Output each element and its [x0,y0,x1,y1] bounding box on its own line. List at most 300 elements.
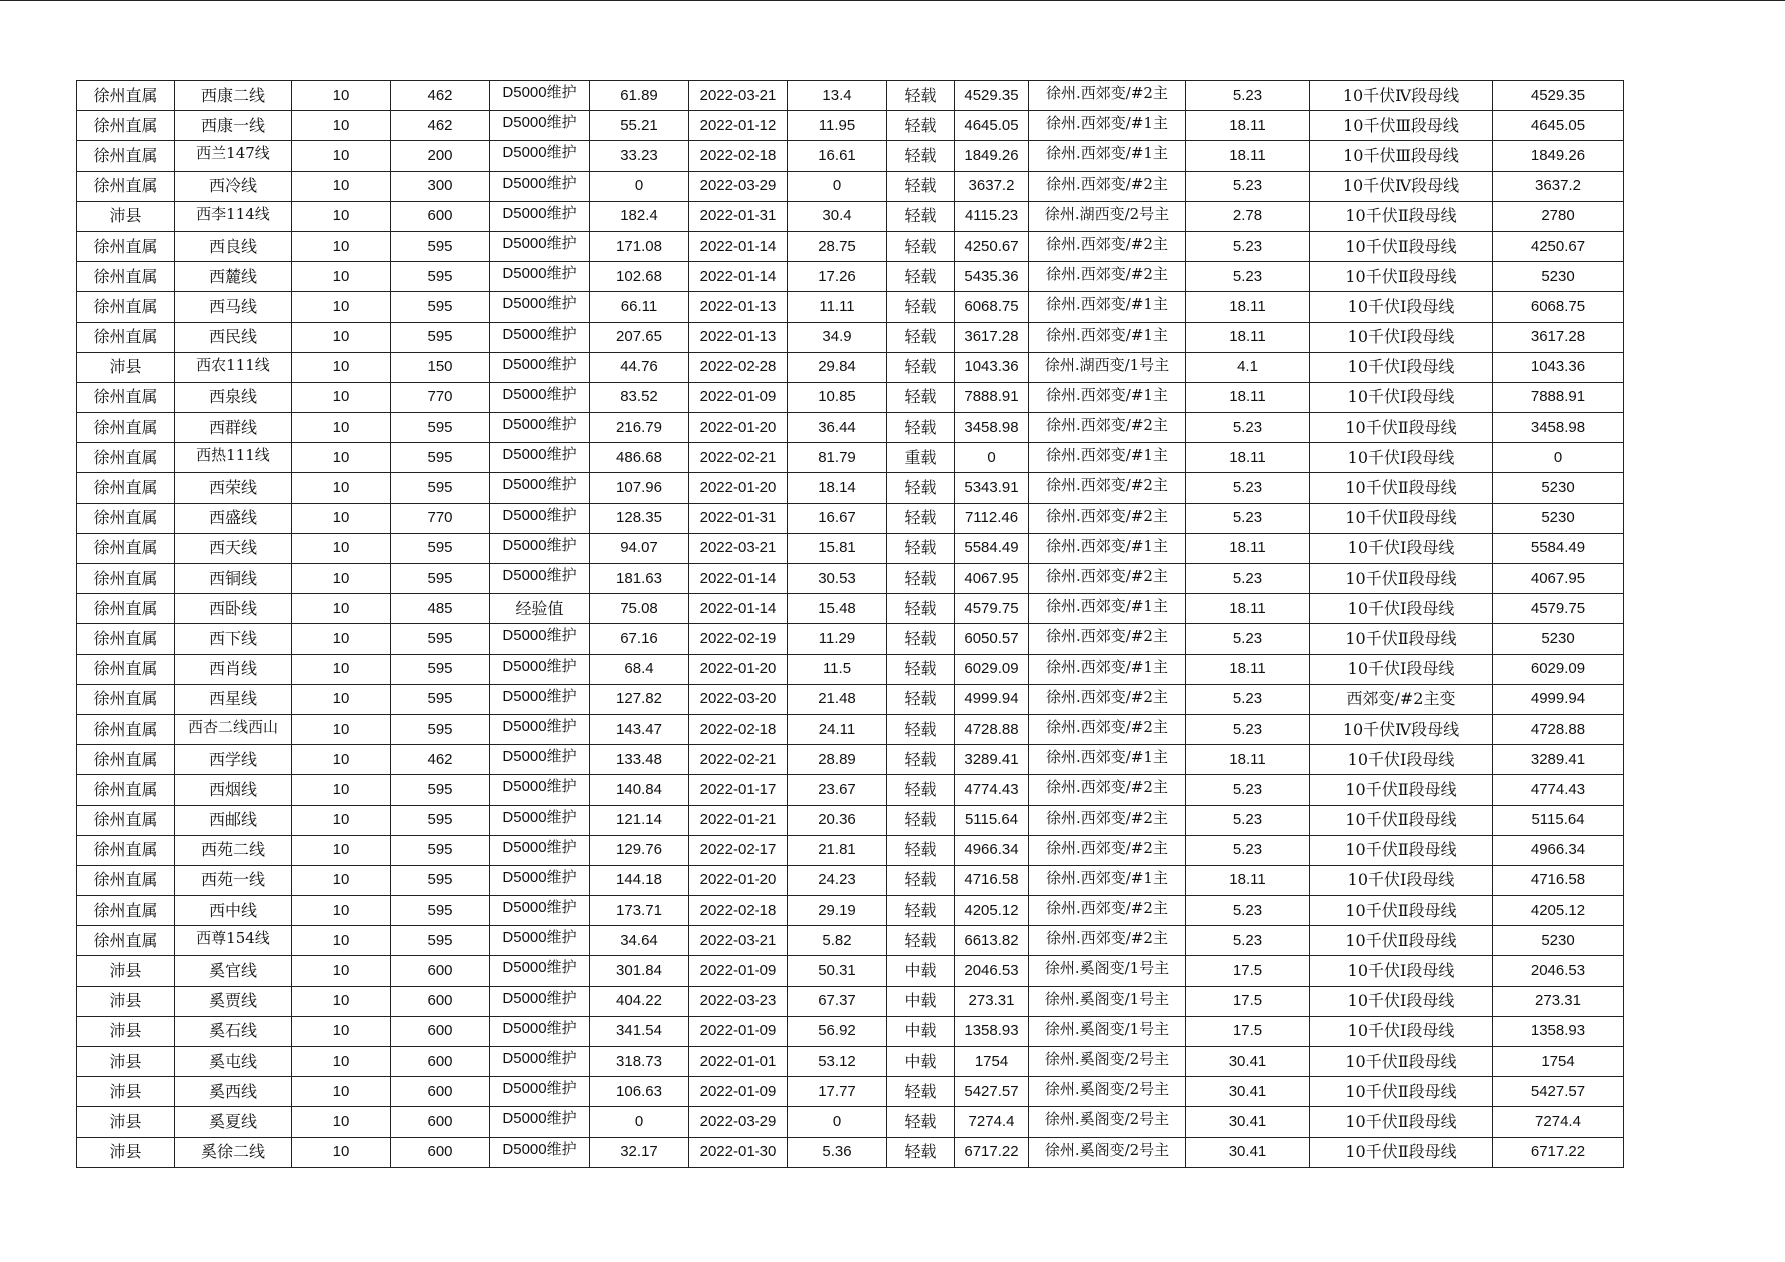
cell-open-capacity: 6029.09 [1493,654,1624,684]
cell-ampacity: 600 [391,1137,490,1167]
cell-main-transformer: 徐州.西郊变/#1主 [1029,654,1186,684]
cell-unit: 徐州直属 [77,443,175,473]
cell-remaining-capacity: 4579.75 [955,594,1029,624]
data-sheet [76,80,1624,1168]
cell-open-capacity: 5115.64 [1493,805,1624,835]
cell-transformer-load-rate: 30.41 [1186,1137,1310,1167]
cell-ampacity-source: D5000维护 [490,413,590,443]
cell-main-transformer: 徐州.奚阁变/2号主 [1029,1137,1186,1167]
table-row [77,413,1624,443]
cell-ampacity: 600 [391,201,490,231]
table-row [77,896,1624,926]
cell-ampacity-source: D5000维护 [490,865,590,895]
cell-remaining-capacity: 6068.75 [955,292,1029,322]
cell-load-rate: 29.19 [788,896,887,926]
cell-ampacity: 600 [391,1016,490,1046]
cell-date: 2022-02-17 [689,835,788,865]
cell-load-status: 轻载 [887,111,955,141]
cell-date: 2022-03-21 [689,81,788,111]
cell-load-rate: 21.81 [788,835,887,865]
cell-main-transformer: 徐州.奚阁变/1号主 [1029,986,1186,1016]
cell-load-rate: 81.79 [788,443,887,473]
cell-unit: 徐州直属 [77,926,175,956]
cell-load-status: 轻载 [887,1077,955,1107]
cell-load-rate: 13.4 [788,81,887,111]
cell-ampacity-source: D5000维护 [490,684,590,714]
cell-open-capacity: 7274.4 [1493,1107,1624,1137]
cell-ampacity-source: D5000维护 [490,1137,590,1167]
cell-load-status: 轻载 [887,81,955,111]
cell-remaining-capacity: 7888.91 [955,382,1029,412]
cell-load-status: 轻载 [887,1107,955,1137]
cell-unit: 沛县 [77,1107,175,1137]
cell-line-name: 西中线 [175,896,292,926]
cell-main-transformer: 徐州.西郊变/#2主 [1029,564,1186,594]
cell-line-name: 奚石线 [175,1016,292,1046]
cell-date: 2022-03-23 [689,986,788,1016]
cell-busbar: 10千伏Ⅰ段母线 [1310,322,1493,352]
cell-main-transformer: 徐州.西郊变/#1主 [1029,594,1186,624]
table-row [77,262,1624,292]
cell-open-capacity: 4067.95 [1493,564,1624,594]
table-row [77,865,1624,895]
cell-voltage: 10 [292,141,391,171]
table-row [77,111,1624,141]
cell-main-transformer: 徐州.奚阁变/2号主 [1029,1077,1186,1107]
cell-unit: 徐州直属 [77,896,175,926]
cell-ampacity-source: D5000维护 [490,171,590,201]
cell-ampacity: 462 [391,111,490,141]
cell-remaining-capacity: 7274.4 [955,1107,1029,1137]
cell-ampacity: 770 [391,382,490,412]
cell-remaining-capacity: 5427.57 [955,1077,1029,1107]
cell-ampacity: 595 [391,533,490,563]
cell-unit: 沛县 [77,352,175,382]
cell-open-capacity: 0 [1493,443,1624,473]
cell-ampacity-source: D5000维护 [490,986,590,1016]
cell-open-capacity: 6068.75 [1493,292,1624,322]
cell-voltage: 10 [292,473,391,503]
cell-ampacity: 600 [391,1047,490,1077]
cell-unit: 徐州直属 [77,503,175,533]
cell-transformer-load-rate: 5.23 [1186,896,1310,926]
cell-remaining-capacity: 4205.12 [955,896,1029,926]
cell-line-name: 西天线 [175,533,292,563]
cell-ampacity-source: D5000维护 [490,141,590,171]
cell-voltage: 10 [292,231,391,261]
cell-unit: 徐州直属 [77,624,175,654]
cell-ampacity: 200 [391,141,490,171]
cell-load-rate: 56.92 [788,1016,887,1046]
cell-load-status: 轻载 [887,805,955,835]
cell-date: 2022-01-20 [689,473,788,503]
cell-busbar: 10千伏Ⅱ段母线 [1310,1137,1493,1167]
cell-load-status: 轻载 [887,714,955,744]
cell-ampacity-source: D5000维护 [490,503,590,533]
cell-busbar: 10千伏Ⅱ段母线 [1310,564,1493,594]
cell-max-current: 68.4 [590,654,689,684]
cell-main-transformer: 徐州.湖西变/2号主 [1029,201,1186,231]
cell-transformer-load-rate: 5.23 [1186,473,1310,503]
cell-max-current: 486.68 [590,443,689,473]
cell-unit: 徐州直属 [77,473,175,503]
cell-transformer-load-rate: 17.5 [1186,986,1310,1016]
cell-load-status: 轻载 [887,292,955,322]
cell-open-capacity: 4774.43 [1493,775,1624,805]
cell-busbar: 10千伏Ⅰ段母线 [1310,1016,1493,1046]
cell-transformer-load-rate: 5.23 [1186,624,1310,654]
cell-date: 2022-01-31 [689,201,788,231]
cell-date: 2022-01-09 [689,956,788,986]
cell-remaining-capacity: 1754 [955,1047,1029,1077]
line-load-table [76,80,1624,1168]
cell-max-current: 127.82 [590,684,689,714]
cell-max-current: 83.52 [590,382,689,412]
cell-date: 2022-01-13 [689,292,788,322]
cell-line-name: 西冷线 [175,171,292,201]
cell-voltage: 10 [292,1077,391,1107]
cell-remaining-capacity: 1849.26 [955,141,1029,171]
cell-load-status: 轻载 [887,503,955,533]
cell-main-transformer: 徐州.奚阁变/1号主 [1029,956,1186,986]
cell-ampacity-source: D5000维护 [490,322,590,352]
cell-busbar: 10千伏Ⅳ段母线 [1310,81,1493,111]
cell-voltage: 10 [292,503,391,533]
cell-ampacity: 485 [391,594,490,624]
cell-transformer-load-rate: 18.11 [1186,745,1310,775]
table-row [77,684,1624,714]
cell-ampacity: 300 [391,171,490,201]
cell-load-rate: 24.23 [788,865,887,895]
cell-unit: 沛县 [77,1077,175,1107]
cell-load-status: 中载 [887,1016,955,1046]
cell-open-capacity: 4205.12 [1493,896,1624,926]
cell-transformer-load-rate: 18.11 [1186,292,1310,322]
cell-busbar: 10千伏Ⅱ段母线 [1310,805,1493,835]
cell-line-name: 西良线 [175,231,292,261]
cell-ampacity-source: D5000维护 [490,745,590,775]
cell-unit: 徐州直属 [77,835,175,865]
cell-main-transformer: 徐州.西郊变/#2主 [1029,714,1186,744]
table-row [77,654,1624,684]
cell-voltage: 10 [292,81,391,111]
cell-unit: 徐州直属 [77,564,175,594]
cell-max-current: 55.21 [590,111,689,141]
cell-date: 2022-02-19 [689,624,788,654]
cell-date: 2022-01-14 [689,564,788,594]
cell-ampacity-source: D5000维护 [490,775,590,805]
cell-remaining-capacity: 4774.43 [955,775,1029,805]
cell-date: 2022-01-14 [689,231,788,261]
cell-voltage: 10 [292,896,391,926]
cell-remaining-capacity: 3458.98 [955,413,1029,443]
cell-main-transformer: 徐州.西郊变/#1主 [1029,443,1186,473]
cell-line-name: 西兰147线 [175,141,292,171]
cell-unit: 沛县 [77,1016,175,1046]
cell-load-status: 轻载 [887,594,955,624]
cell-voltage: 10 [292,292,391,322]
cell-busbar: 10千伏Ⅰ段母线 [1310,865,1493,895]
cell-ampacity-source: D5000维护 [490,835,590,865]
cell-open-capacity: 2046.53 [1493,956,1624,986]
cell-line-name: 西盛线 [175,503,292,533]
cell-transformer-load-rate: 4.1 [1186,352,1310,382]
cell-max-current: 144.18 [590,865,689,895]
cell-load-status: 轻载 [887,624,955,654]
cell-voltage: 10 [292,594,391,624]
cell-date: 2022-03-20 [689,684,788,714]
cell-transformer-load-rate: 5.23 [1186,413,1310,443]
cell-load-status: 轻载 [887,1137,955,1167]
cell-load-rate: 28.75 [788,231,887,261]
cell-unit: 徐州直属 [77,262,175,292]
table-row [77,745,1624,775]
cell-open-capacity: 5230 [1493,624,1624,654]
cell-ampacity: 595 [391,926,490,956]
cell-main-transformer: 徐州.西郊变/#2主 [1029,624,1186,654]
cell-load-rate: 17.26 [788,262,887,292]
cell-date: 2022-02-21 [689,443,788,473]
table-row [77,926,1624,956]
cell-transformer-load-rate: 18.11 [1186,443,1310,473]
cell-max-current: 181.63 [590,564,689,594]
cell-max-current: 61.89 [590,81,689,111]
cell-ampacity-source: D5000维护 [490,262,590,292]
cell-busbar: 10千伏Ⅲ段母线 [1310,111,1493,141]
cell-busbar: 10千伏Ⅰ段母线 [1310,292,1493,322]
cell-max-current: 207.65 [590,322,689,352]
cell-date: 2022-02-28 [689,352,788,382]
cell-load-rate: 16.67 [788,503,887,533]
cell-voltage: 10 [292,624,391,654]
cell-load-rate: 23.67 [788,775,887,805]
cell-main-transformer: 徐州.西郊变/#2主 [1029,81,1186,111]
cell-line-name: 奚西线 [175,1077,292,1107]
cell-unit: 徐州直属 [77,382,175,412]
cell-transformer-load-rate: 18.11 [1186,594,1310,624]
cell-date: 2022-01-20 [689,865,788,895]
cell-transformer-load-rate: 5.23 [1186,503,1310,533]
cell-load-status: 重载 [887,443,955,473]
cell-remaining-capacity: 4250.67 [955,231,1029,261]
cell-voltage: 10 [292,1107,391,1137]
cell-busbar: 10千伏Ⅱ段母线 [1310,1077,1493,1107]
cell-load-status: 轻载 [887,926,955,956]
cell-ampacity: 595 [391,654,490,684]
cell-transformer-load-rate: 30.41 [1186,1107,1310,1137]
cell-load-status: 轻载 [887,473,955,503]
cell-ampacity: 595 [391,624,490,654]
cell-max-current: 94.07 [590,533,689,563]
cell-unit: 徐州直属 [77,171,175,201]
cell-load-status: 轻载 [887,231,955,261]
cell-main-transformer: 徐州.西郊变/#1主 [1029,533,1186,563]
cell-main-transformer: 徐州.西郊变/#2主 [1029,413,1186,443]
cell-load-rate: 11.5 [788,654,887,684]
cell-max-current: 140.84 [590,775,689,805]
cell-max-current: 171.08 [590,231,689,261]
cell-open-capacity: 4728.88 [1493,714,1624,744]
cell-unit: 徐州直属 [77,865,175,895]
cell-load-rate: 17.77 [788,1077,887,1107]
cell-transformer-load-rate: 30.41 [1186,1077,1310,1107]
cell-busbar: 10千伏Ⅱ段母线 [1310,624,1493,654]
cell-ampacity-source: D5000维护 [490,564,590,594]
cell-voltage: 10 [292,382,391,412]
table-row [77,594,1624,624]
cell-load-status: 轻载 [887,775,955,805]
cell-unit: 徐州直属 [77,745,175,775]
cell-max-current: 0 [590,1107,689,1137]
cell-load-status: 轻载 [887,201,955,231]
table-row [77,81,1624,111]
cell-line-name: 西李114线 [175,201,292,231]
cell-unit: 沛县 [77,956,175,986]
cell-load-status: 轻载 [887,745,955,775]
cell-voltage: 10 [292,443,391,473]
cell-voltage: 10 [292,201,391,231]
cell-ampacity: 595 [391,231,490,261]
cell-load-rate: 30.53 [788,564,887,594]
cell-load-status: 轻载 [887,141,955,171]
cell-main-transformer: 徐州.西郊变/#2主 [1029,775,1186,805]
cell-load-status: 轻载 [887,835,955,865]
cell-max-current: 182.4 [590,201,689,231]
cell-open-capacity: 5230 [1493,473,1624,503]
cell-load-rate: 10.85 [788,382,887,412]
cell-ampacity-source: D5000维护 [490,926,590,956]
cell-remaining-capacity: 5115.64 [955,805,1029,835]
cell-line-name: 西泉线 [175,382,292,412]
cell-voltage: 10 [292,111,391,141]
cell-date: 2022-01-20 [689,654,788,684]
cell-unit: 徐州直属 [77,654,175,684]
cell-main-transformer: 徐州.西郊变/#2主 [1029,684,1186,714]
cell-remaining-capacity: 5435.36 [955,262,1029,292]
table-row [77,141,1624,171]
cell-main-transformer: 徐州.西郊变/#2主 [1029,262,1186,292]
cell-transformer-load-rate: 18.11 [1186,111,1310,141]
cell-load-rate: 21.48 [788,684,887,714]
cell-voltage: 10 [292,835,391,865]
cell-ampacity-source: D5000维护 [490,956,590,986]
cell-ampacity: 462 [391,81,490,111]
cell-line-name: 西杏二线西山 [175,714,292,744]
cell-ampacity: 595 [391,564,490,594]
cell-max-current: 173.71 [590,896,689,926]
cell-load-rate: 18.14 [788,473,887,503]
cell-date: 2022-01-13 [689,322,788,352]
cell-voltage: 10 [292,865,391,895]
cell-open-capacity: 5584.49 [1493,533,1624,563]
cell-busbar: 10千伏Ⅰ段母线 [1310,956,1493,986]
cell-main-transformer: 徐州.湖西变/1号主 [1029,352,1186,382]
cell-max-current: 107.96 [590,473,689,503]
cell-line-name: 奚夏线 [175,1107,292,1137]
cell-transformer-load-rate: 5.23 [1186,775,1310,805]
cell-busbar: 10千伏Ⅱ段母线 [1310,201,1493,231]
cell-load-status: 轻载 [887,896,955,926]
cell-load-rate: 29.84 [788,352,887,382]
cell-line-name: 西铜线 [175,564,292,594]
cell-open-capacity: 273.31 [1493,986,1624,1016]
cell-busbar: 10千伏Ⅱ段母线 [1310,835,1493,865]
table-row [77,956,1624,986]
cell-transformer-load-rate: 18.11 [1186,865,1310,895]
cell-busbar: 10千伏Ⅰ段母线 [1310,352,1493,382]
cell-busbar: 10千伏Ⅳ段母线 [1310,171,1493,201]
cell-voltage: 10 [292,352,391,382]
cell-date: 2022-01-31 [689,503,788,533]
cell-ampacity-source: D5000维护 [490,443,590,473]
cell-main-transformer: 徐州.西郊变/#2主 [1029,503,1186,533]
cell-remaining-capacity: 5343.91 [955,473,1029,503]
cell-load-status: 轻载 [887,654,955,684]
cell-load-rate: 11.29 [788,624,887,654]
cell-voltage: 10 [292,956,391,986]
page-top-rule [0,0,1785,1]
cell-voltage: 10 [292,1016,391,1046]
cell-unit: 徐州直属 [77,322,175,352]
cell-ampacity: 600 [391,1077,490,1107]
cell-busbar: 10千伏Ⅱ段母线 [1310,473,1493,503]
cell-voltage: 10 [292,926,391,956]
cell-busbar: 西郊变/#2主变 [1310,684,1493,714]
cell-ampacity: 595 [391,292,490,322]
cell-max-current: 44.76 [590,352,689,382]
cell-max-current: 0 [590,171,689,201]
cell-date: 2022-03-21 [689,533,788,563]
cell-busbar: 10千伏Ⅰ段母线 [1310,382,1493,412]
cell-date: 2022-01-14 [689,594,788,624]
cell-load-rate: 5.36 [788,1137,887,1167]
cell-date: 2022-02-18 [689,141,788,171]
cell-remaining-capacity: 273.31 [955,986,1029,1016]
cell-transformer-load-rate: 5.23 [1186,835,1310,865]
cell-main-transformer: 徐州.西郊变/#1主 [1029,141,1186,171]
cell-main-transformer: 徐州.西郊变/#1主 [1029,322,1186,352]
cell-ampacity: 595 [391,805,490,835]
cell-line-name: 西学线 [175,745,292,775]
cell-remaining-capacity: 4966.34 [955,835,1029,865]
table-row [77,1137,1624,1167]
cell-ampacity-source: D5000维护 [490,624,590,654]
cell-unit: 徐州直属 [77,805,175,835]
cell-ampacity: 595 [391,413,490,443]
cell-line-name: 西荣线 [175,473,292,503]
cell-voltage: 10 [292,1047,391,1077]
cell-load-rate: 11.95 [788,111,887,141]
cell-ampacity: 595 [391,775,490,805]
cell-load-rate: 15.48 [788,594,887,624]
cell-load-status: 轻载 [887,382,955,412]
cell-max-current: 301.84 [590,956,689,986]
table-row [77,775,1624,805]
table-row [77,624,1624,654]
cell-remaining-capacity: 1043.36 [955,352,1029,382]
table-row [77,714,1624,744]
cell-transformer-load-rate: 2.78 [1186,201,1310,231]
cell-remaining-capacity: 4728.88 [955,714,1029,744]
cell-busbar: 10千伏Ⅳ段母线 [1310,714,1493,744]
table-row [77,201,1624,231]
cell-open-capacity: 3617.28 [1493,322,1624,352]
cell-line-name: 西热111线 [175,443,292,473]
cell-ampacity: 595 [391,835,490,865]
cell-transformer-load-rate: 5.23 [1186,171,1310,201]
cell-load-status: 中载 [887,1047,955,1077]
cell-date: 2022-02-18 [689,896,788,926]
